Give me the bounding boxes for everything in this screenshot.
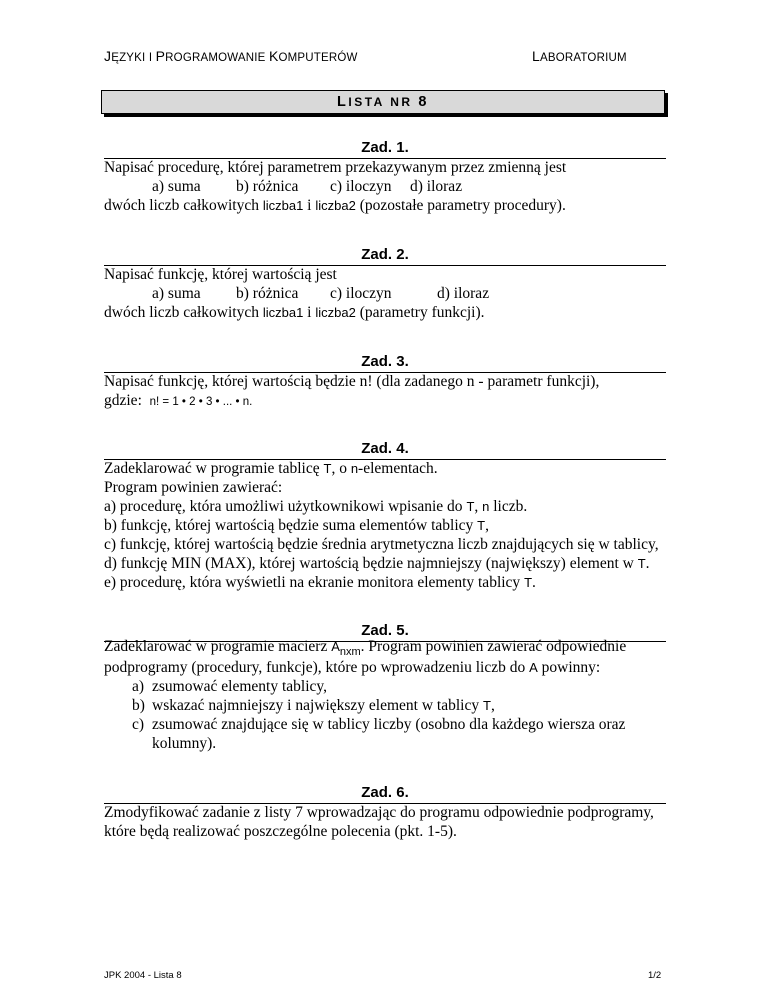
task-2-option-c: c) iloczyn: [330, 285, 392, 302]
task-4-item-c: c) funkcję, której wartością będzie średnia arytmetyczna liczb znajdujących się w tablicy,: [104, 536, 659, 553]
task-3-line-1: Napisać funkcję, której wartością będzie n! (dla zadanego n - parametr funkcji),: [104, 373, 600, 390]
task-1-option-d: d) iloraz: [410, 178, 463, 195]
task-4-line-2: Program powinien zawierać:: [104, 479, 283, 496]
task-5-item-c-marker: c): [132, 716, 145, 733]
page-footer-left: JPK 2004 - Lista 8: [104, 970, 182, 981]
task-5-item-b: wskazać najmniejszy i największy element w tablicy T,: [152, 697, 495, 714]
task-2-option-a: a) suma: [152, 285, 201, 302]
task-1-title: Zad. 1.: [361, 139, 409, 156]
task-5-title: Zad. 5.: [361, 622, 409, 639]
task-5-item-c-line-2: kolumny).: [152, 735, 217, 752]
page-header-left: JĘZYKI I PROGRAMOWANIE KOMPUTERÓW: [104, 48, 358, 64]
task-1-option-b: b) różnica: [236, 178, 299, 195]
task-5-item-c-line-1: zsumować znajdujące się w tablicy liczby (osobno dla każdego wiersza oraz: [152, 716, 626, 733]
task-2-line-1: Napisać funkcję, której wartością jest: [104, 266, 337, 283]
page-header-right: LABORATORIUM: [532, 48, 627, 64]
task-1-line-3: dwóch liczb całkowitych liczba1 i liczba2 (pozostałe parametry procedury).: [104, 197, 566, 214]
task-6-line-2: które będą realizować poszczególne polecenia (pkt. 1-5).: [104, 823, 457, 840]
factorial-formula: n! = 1 • 2 • 3 • ... • n.: [149, 396, 253, 408]
task-1-option-a: a) suma: [152, 178, 201, 195]
task-6-title: Zad. 6.: [361, 784, 409, 801]
task-4-item-b: b) funkcję, której wartością będzie suma elementów tablicy T,: [104, 517, 489, 534]
task-4-line-1: Zadeklarować w programie tablicę T, o n-elementach.: [104, 460, 438, 477]
task-5-item-a: zsumować elementy tablicy,: [152, 678, 328, 695]
list-title-banner: LISTA NR 8: [101, 90, 665, 114]
task-5-line-2: podprogramy (procedury, funkcje), które po wprowadzeniu liczb do A powinny:: [104, 659, 601, 676]
task-4-item-e: e) procedurę, która wyświetli na ekranie monitora elementy tablicy T.: [104, 574, 536, 591]
task-5-line-1: Zadeklarować w programie macierz $A_{nxm}$. Program powinien zawierać odpowiednie: [104, 638, 627, 658]
task-5-item-a-marker: a): [132, 678, 145, 695]
task-2-option-b: b) różnica: [236, 285, 299, 302]
task-3-title: Zad. 3.: [361, 353, 409, 370]
task-1-line-1: Napisać procedurę, której parametrem przekazywanym przez zmienną jest: [104, 159, 567, 176]
task-2-option-d: d) iloraz: [437, 285, 490, 302]
task-4-title: Zad. 4.: [361, 440, 409, 457]
page-number: 1/2: [648, 970, 662, 981]
task-5-item-b-marker: b): [132, 697, 145, 714]
task-2-title: Zad. 2.: [361, 246, 409, 263]
task-6-line-1: Zmodyfikować zadanie z listy 7 wprowadzając do programu odpowiednie podprogramy,: [104, 804, 654, 821]
task-4-item-a: a) procedurę, która umożliwi użytkownikowi wpisanie do T, n liczb.: [104, 498, 528, 515]
task-4-item-d: d) funkcję MIN (MAX), której wartością będzie najmniejszy (największy) element w T.: [104, 555, 650, 572]
task-1-option-c: c) iloczyn: [330, 178, 392, 195]
task-3-line-2: gdzie: n! = 1 • 2 • 3 • ... • n.: [104, 392, 253, 409]
task-2-line-3: dwóch liczb całkowitych liczba1 i liczba2 (parametry funkcji).: [104, 304, 485, 321]
